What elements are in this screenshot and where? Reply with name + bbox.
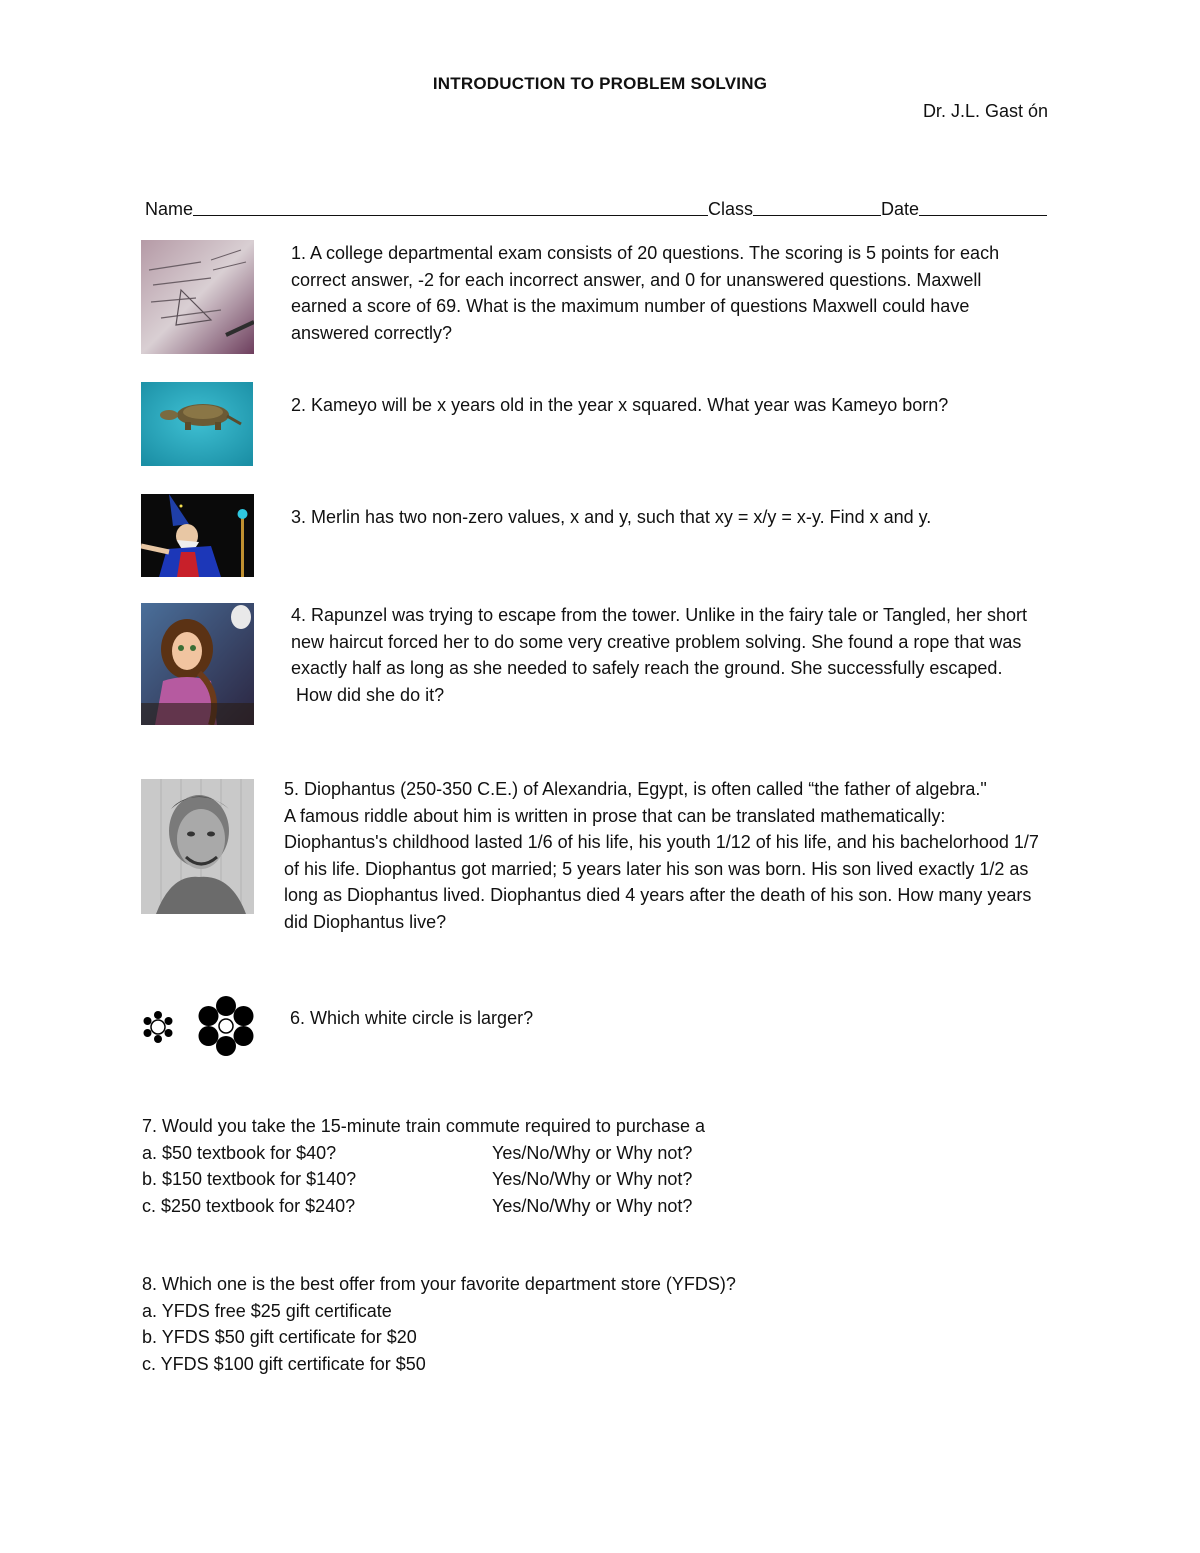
q4-line: exactly half as long as she needed to safely reach the ground. She successfully escaped. [291, 658, 1003, 678]
q8-option-c: c. YFDS $100 gift certificate for $50 [142, 1353, 426, 1374]
student-info-fields [145, 194, 1055, 220]
q7-option-a [142, 1140, 1042, 1167]
q7-answer-prompt: Yes/No/Why or Why not? [492, 1169, 693, 1189]
q2-text: 2. Kameyo will be x years old in the year x squared. What year was Kameyo born? [291, 395, 949, 415]
page-title: INTRODUCTION TO PROBLEM SOLVING [432, 74, 768, 93]
q7-prompt: 7. Would you take the 15-minute train commute required to purchase a [142, 1116, 705, 1136]
name-field[interactable] [193, 197, 708, 216]
question-7 [142, 1113, 1042, 1219]
date-field[interactable] [919, 197, 1047, 216]
q7-option-label: a. $50 textbook for $40? [142, 1142, 337, 1163]
q4-rapunzel-image [141, 603, 254, 725]
q1-line: earned a score of 69. What is the maximum number of questions Maxwell could have [291, 296, 970, 316]
q3-text: 3. Merlin has two non-zero values, x and y, such that xy = x/y = x-y. Find x and y. [291, 507, 932, 527]
q8-option-a: a. YFDS free $25 gift certificate [142, 1300, 392, 1321]
question-6 [290, 1005, 1110, 1032]
name-label: Name [145, 199, 194, 219]
question-5 [284, 776, 1134, 935]
q1-line: answered correctly? [291, 322, 453, 343]
q6-text: 6. Which white circle is larger? [290, 1008, 534, 1028]
class-label: Class [708, 199, 754, 219]
q4-line: new haircut forced her to do some very creative problem solving. She found a rope that was [291, 631, 1022, 652]
question-8 [142, 1271, 1042, 1377]
q7-option-c [142, 1193, 1042, 1220]
q7-answer-prompt: Yes/No/Why or Why not? [492, 1195, 693, 1216]
q1-line: 1. A college departmental exam consists of 20 questions. The scoring is 5 points for each [291, 243, 1000, 263]
q7-answer-prompt: Yes/No/Why or Why not? [492, 1142, 693, 1163]
question-3 [291, 504, 1111, 531]
q8-prompt: 8. Which one is the best offer from your favorite department store (YFDS)? [142, 1274, 736, 1294]
question-1 [291, 240, 1111, 346]
q5-line: did Diophantus live? [284, 911, 447, 932]
q4-line: 4. Rapunzel was trying to escape from the tower. Unlike in the fairy tale or Tangled, her short [291, 605, 1028, 625]
author-name: Dr. J.L. Gast ón [922, 101, 1048, 121]
q2-turtle-image [141, 382, 253, 466]
question-2 [291, 392, 1111, 419]
q5-line: 5. Diophantus (250-350 C.E.) of Alexandria, Egypt, is often called “the father of algebra." [284, 779, 987, 799]
question-4 [291, 602, 1131, 708]
q5-line: A famous riddle about him is written in prose that can be translated mathematically: [284, 805, 946, 826]
q5-diophantus-portrait-image [141, 779, 254, 914]
q5-line: Diophantus's childhood lasted 1/6 of his life, his youth 1/12 of his life, and his bachelorhood 1/7 [284, 832, 1039, 852]
q6-circle-illusion-image [138, 992, 258, 1058]
q3-merlin-wizard-image [141, 494, 254, 577]
q7-option-label: c. $250 textbook for $240? [142, 1195, 356, 1216]
q7-option-b [142, 1166, 1042, 1193]
q1-line: correct answer, -2 for each incorrect answer, and 0 for unanswered questions. Maxwell [291, 269, 982, 290]
q5-line: long as Diophantus lived. Diophantus died 4 years after the death of his son. How many years [284, 885, 1032, 905]
q7-option-label: b. $150 textbook for $140? [142, 1169, 357, 1189]
q4-line: How did she do it? [291, 684, 445, 705]
q5-line: of his life. Diophantus got married; 5 years later his son was born. His son lived exactly 1/2 as [284, 858, 1029, 879]
q1-math-paper-image [141, 240, 254, 354]
date-label: Date [881, 199, 920, 219]
q8-option-b: b. YFDS $50 gift certificate for $20 [142, 1327, 417, 1347]
class-field[interactable] [753, 197, 881, 216]
